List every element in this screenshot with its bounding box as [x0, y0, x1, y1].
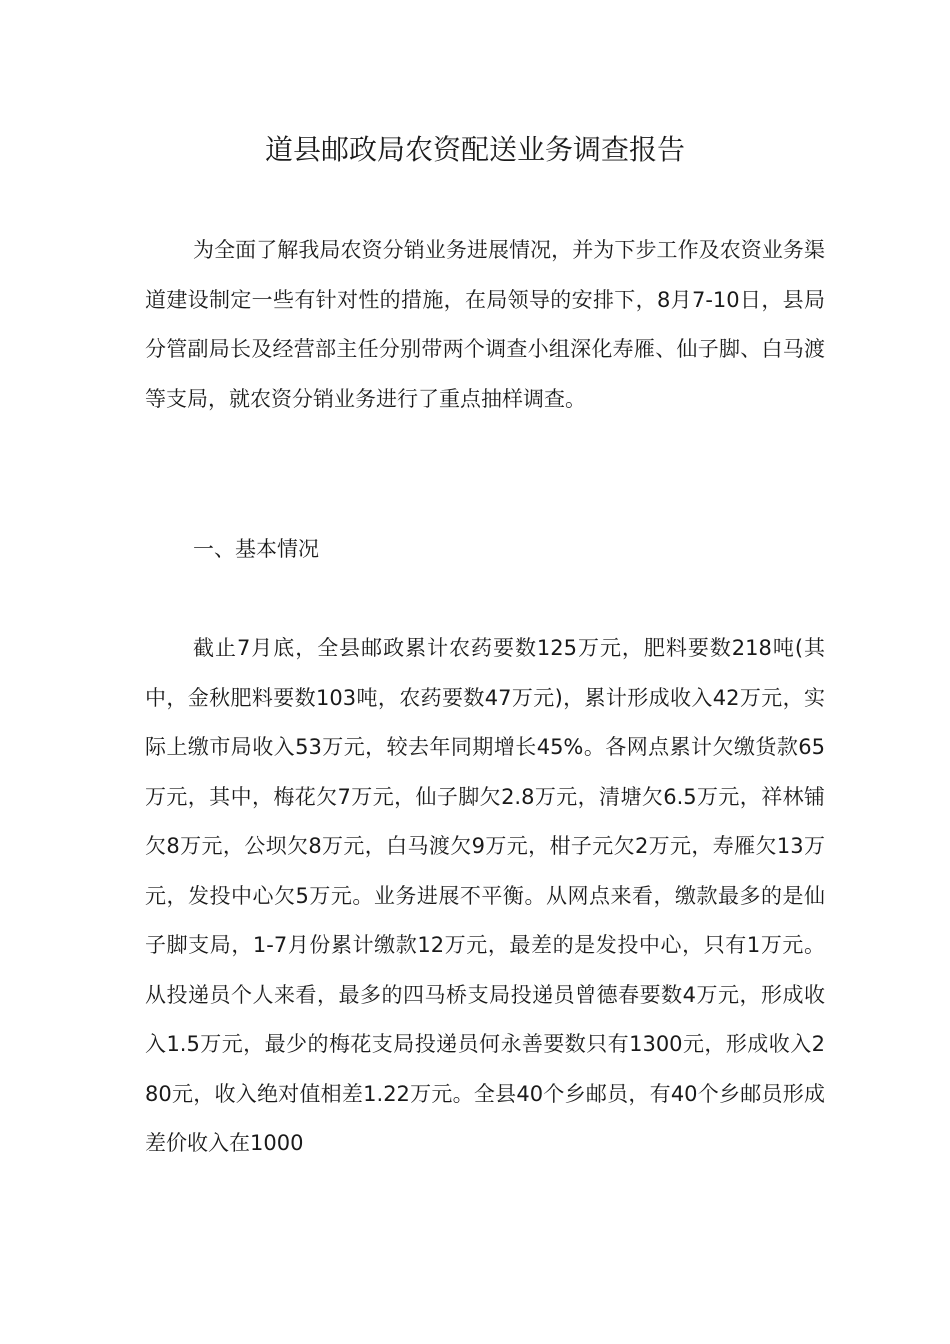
section-heading: 一、基本情况 [193, 537, 319, 561]
intro-paragraph: 为全面了解我局农资分销业务进展情况，并为下步工作及农资业务渠道建设制定一些有针对性的措施，在局领导的安排下，8月7-10日，县局分管副局长及经营部主任分别带两个调查小组深化寿雁、仙子脚、白马渡等支局，就农资分销业务进行了重点抽样调查。 [145, 238, 825, 411]
document-title: 道县邮政局农资配送业务调查报告 [264, 133, 685, 166]
body-paragraph: 截止7月底，全县邮政累计农药要数125万元，肥料要数218吨(其中，金秋肥料要数103吨，农药要数47万元)，累计形成收入42万元，实际上缴市局收入53万元，较去年同期增长45%。各网点累计欠缴货款65万元，其中，梅花欠7万元，仙子脚欠2.8万元，清塘欠6.5万元，祥林铺欠8万元，公坝欠8万元，白马渡欠9万元，柑子元欠2万元，寿雁欠13万元，发投中心欠5万元。业务进展不平衡。从网点来看，缴款最多的是仙子脚支局，1-7月份累计缴款12万元，最差的是发投中心，只有1万元。从投递员个人来看，最多的四马桥支局投递员曾德春要数4万元，形成收入1.5万元，最少的梅花支局投递员何永善要数只有1300元，形成收入280元，收入绝对值相差1.22万元。全县40个乡邮员，有40个乡邮员形成差价收入在1000 [145, 636, 825, 1155]
